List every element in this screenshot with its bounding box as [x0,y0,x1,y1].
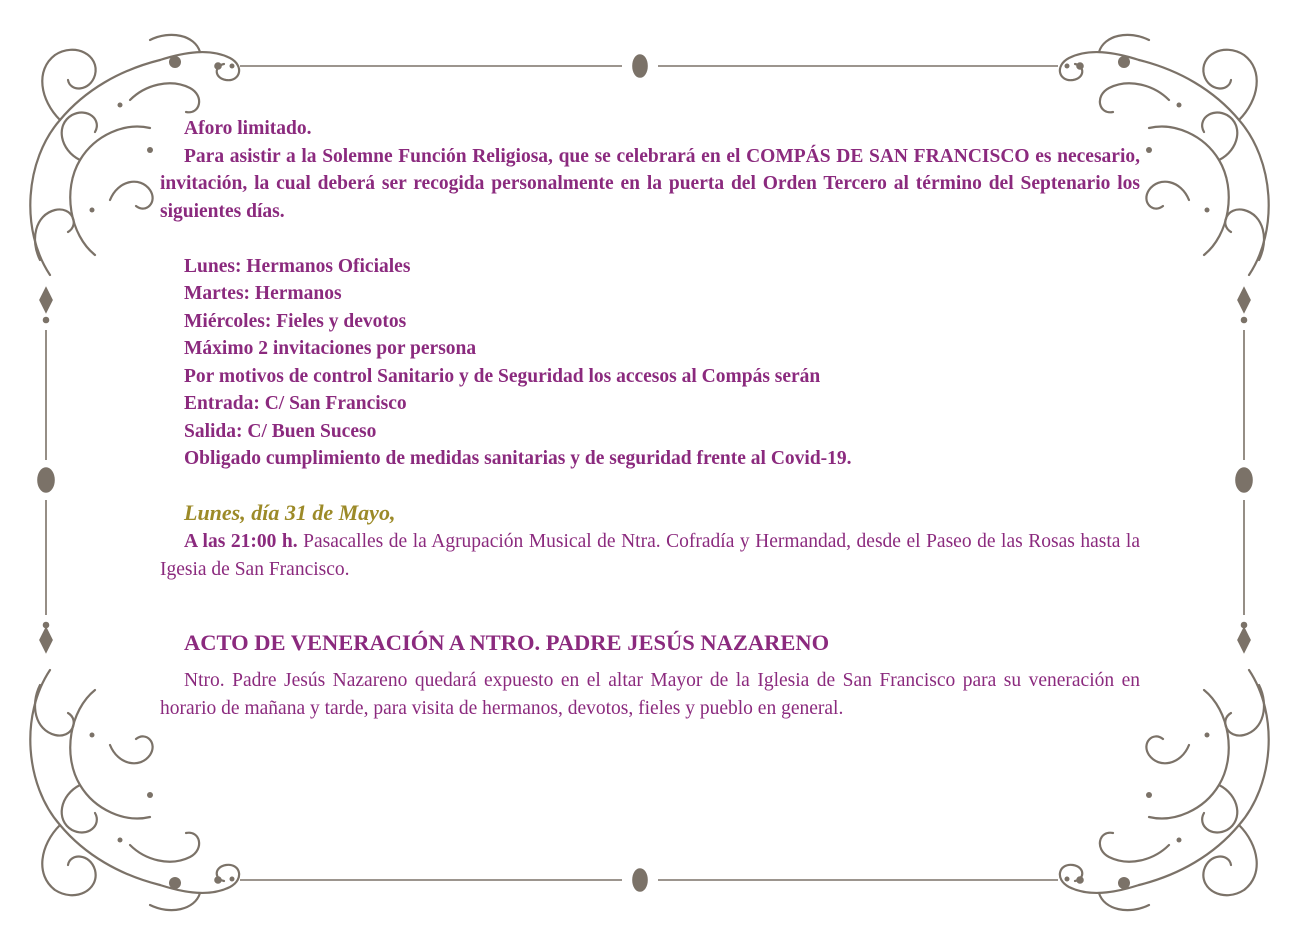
document-body [160,115,1140,722]
veneration-heading: ACTO DE VENERACIÓN A NTRO. PADRE JESÚS NAZARENO [184,630,830,655]
event-paragraph [160,528,1140,583]
event-time: A las 21:00 h. [184,531,298,552]
veneration-text: Ntro. Padre Jesús Nazareno quedará expuesto en el altar Mayor de la Iglesia de San Francisco para su veneración en horario de mañana y tarde, para visita de hermanos, devotos, fieles y pueblo en general. [160,670,1140,719]
list-item: Miércoles: Fieles y devotos [184,310,407,332]
days-list [160,253,1140,473]
list-item: Salida: C/ Buen Suceso [184,420,377,442]
list-item: Martes: Hermanos [184,283,342,304]
event-date: Lunes, día 31 de Mayo, [184,500,396,525]
notice-title: Aforo limitado. [184,118,312,139]
list-item: Entrada: C/ San Francisco [184,393,407,414]
list-item: Máximo 2 invitaciones por persona [184,338,477,359]
list-item: Por motivos de control Sanitario y de Seguridad los accesos al Compás serán [184,365,821,387]
list-item: Lunes: Hermanos Oficiales [184,255,411,277]
list-item: Obligado cumplimiento de medidas sanitarias y de seguridad frente al Covid-19. [184,448,852,469]
notice-paragraph: Para asistir a la Solemne Función Religiosa, que se celebrará en el COMPÁS DE SAN FRANCISCO es necesario, invitación, la cual deberá ser recogida personalmente en la puerta del Orden Tercero al término del Septenario los siguientes días. [160,145,1140,222]
event-description: Pasacalles de la Agrupación Musical de Ntra. Cofradía y Hermandad, desde el Paseo de las Rosas hasta la Igesia de San Francisco. [160,531,1141,580]
